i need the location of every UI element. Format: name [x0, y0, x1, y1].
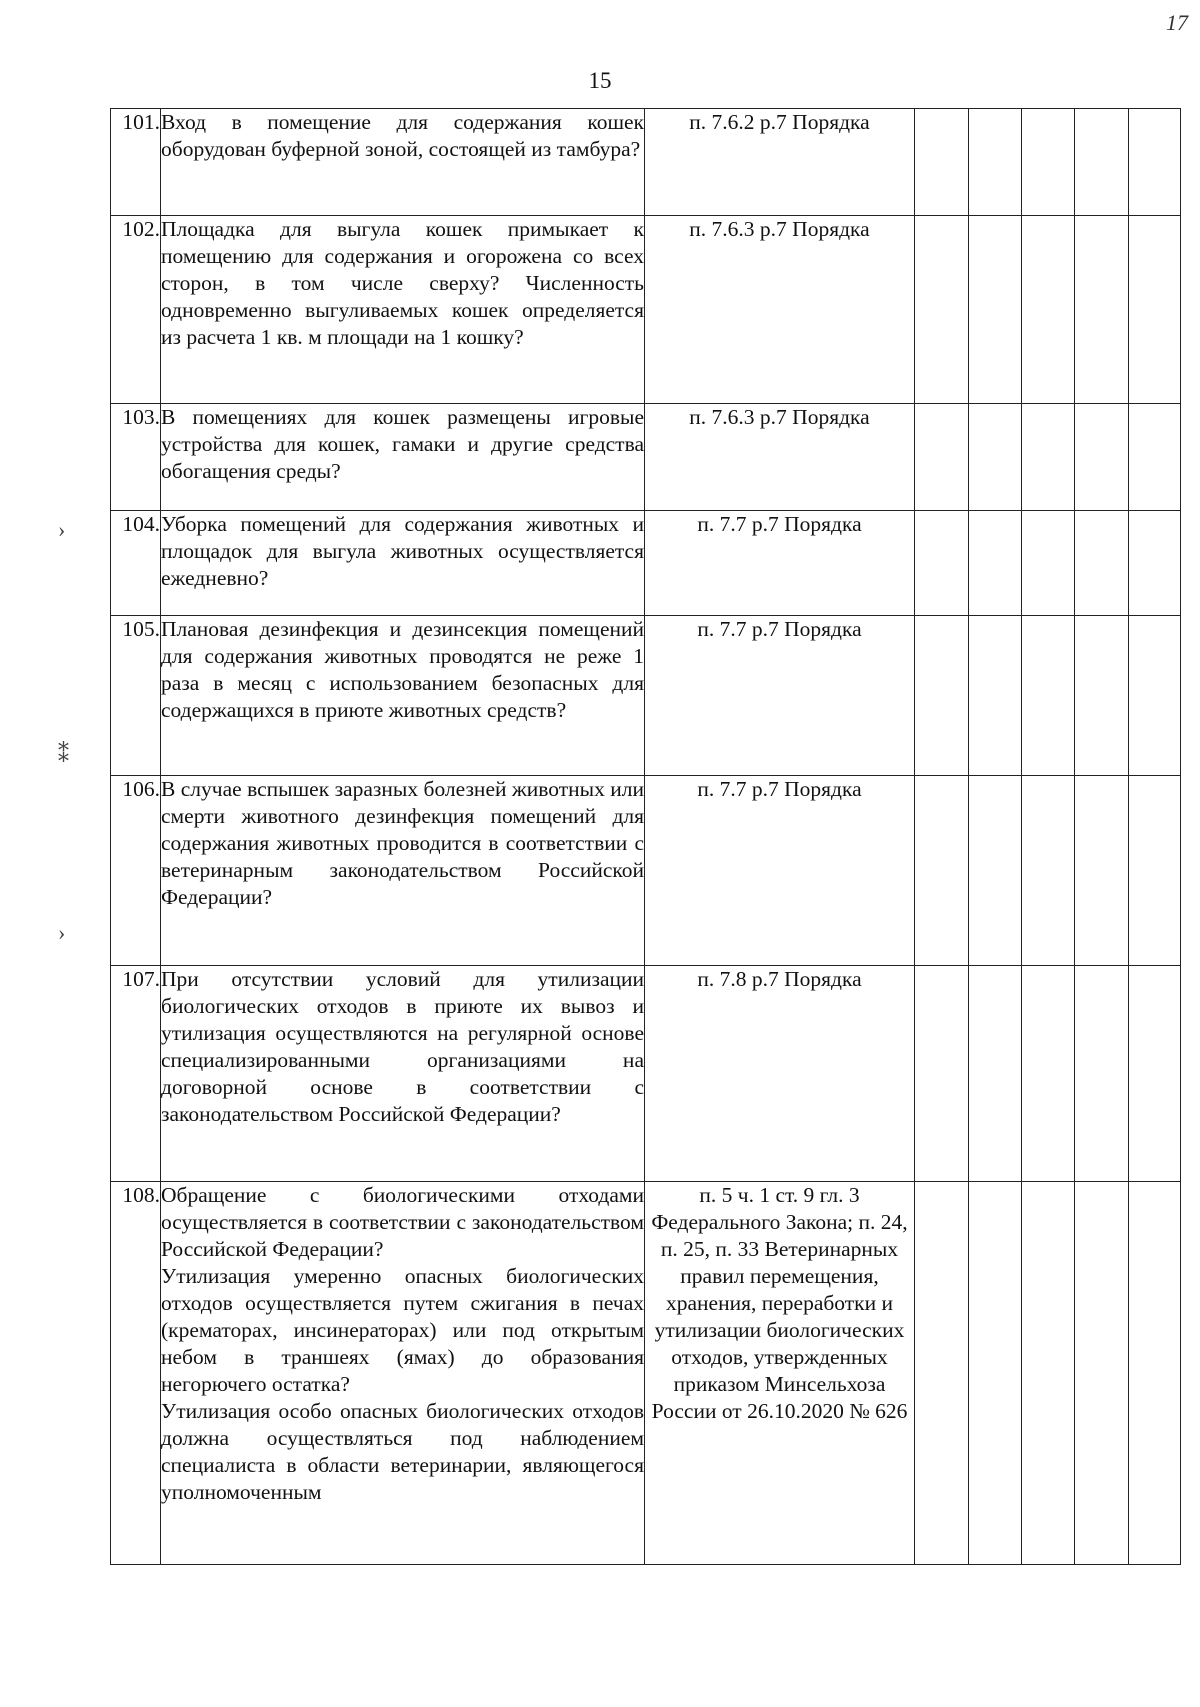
- answer-cell[interactable]: [1129, 404, 1181, 511]
- answer-cell[interactable]: [1129, 776, 1181, 966]
- table-row: [111, 511, 1181, 616]
- reference-cell: п. 7.8 р.7 Порядка: [645, 966, 915, 1182]
- corner-page-mark: 17: [1166, 10, 1188, 35]
- row-number: 102.: [111, 216, 161, 404]
- reference-cell: п. 5 ч. 1 ст. 9 гл. 3 Федерального Закона; п. 24, п. 25, п. 33 Ветеринарных правил перемещения, хранения, переработки и утилизации биологических отходов, утвержденных приказом Минсельхоза России от 26.10.2020 № 626: [645, 1182, 915, 1565]
- answer-cell[interactable]: [969, 216, 1022, 404]
- answer-cell[interactable]: [1075, 109, 1129, 216]
- question-text: Уборка помещений для содержания животных и площадок для выгула животных осуществляется ежедневно?: [161, 512, 644, 590]
- question-cell: [161, 216, 645, 404]
- answer-cell[interactable]: [1129, 216, 1181, 404]
- question-text: При отсутствии условий для утилизации биологических отходов в приюте их вывоз и утилизация осуществляются на регулярной основе специализированными организациями на договорной основе в соответствии с законодательством Российской Федерации?: [161, 967, 644, 1126]
- question-text: Утилизация особо опасных биологических отходов должна осуществляться под наблюдением специалиста в области ветеринарии, являющегося уполномоченным: [161, 1399, 644, 1504]
- page-number: 15: [588, 68, 612, 93]
- question-text: Площадка для выгула кошек примыкает к помещению для содержания и огорожена со всех сторон, в том числе сверху? Численность одновременно выгуливаемых кошек определяется из расчета 1 кв. м площади на 1 кошку?: [161, 217, 644, 349]
- row-number: 101.: [111, 109, 161, 216]
- question-text: В случае вспышек заразных болезней животных или смерти животного дезинфекция помещений для содержания животных проводится в соответствии с ветеринарным законодательством Российской Федерации?: [161, 777, 644, 909]
- answer-cell[interactable]: [1129, 616, 1181, 776]
- answer-cell[interactable]: [1075, 404, 1129, 511]
- question-text: Плановая дезинфекция и дезинсекция помещений для содержания животных проводятся не реже 1 раза в месяц с использованием безопасных для содержащихся в приюте животных средств?: [161, 617, 644, 722]
- answer-cell[interactable]: [915, 616, 969, 776]
- answer-cell[interactable]: [1129, 109, 1181, 216]
- question-cell: [161, 1182, 645, 1565]
- answer-cell[interactable]: [969, 616, 1022, 776]
- checklist-table: [110, 108, 1181, 1565]
- answer-cell[interactable]: [1075, 616, 1129, 776]
- answer-cell[interactable]: [1129, 511, 1181, 616]
- answer-cell[interactable]: [915, 1182, 969, 1565]
- answer-cell[interactable]: [1022, 966, 1075, 1182]
- row-number: 106.: [111, 776, 161, 966]
- row-number: 103.: [111, 404, 161, 511]
- answer-cell[interactable]: [915, 216, 969, 404]
- answer-cell[interactable]: [1075, 966, 1129, 1182]
- answer-cell[interactable]: [969, 1182, 1022, 1565]
- answer-cell[interactable]: [915, 966, 969, 1182]
- answer-cell[interactable]: [1022, 511, 1075, 616]
- answer-cell[interactable]: [1022, 776, 1075, 966]
- table-row: [111, 966, 1181, 1182]
- row-number: 108.: [111, 1182, 161, 1565]
- answer-cell[interactable]: [1022, 216, 1075, 404]
- reference-cell: п. 7.7 р.7 Порядка: [645, 511, 915, 616]
- answer-cell[interactable]: [969, 776, 1022, 966]
- reference-cell: п. 7.6.2 р.7 Порядка: [645, 109, 915, 216]
- answer-cell[interactable]: [1075, 511, 1129, 616]
- answer-cell[interactable]: [1075, 776, 1129, 966]
- checklist-rows: [111, 109, 1181, 1565]
- answer-cell[interactable]: [1129, 1182, 1181, 1565]
- answer-cell[interactable]: [1075, 1182, 1129, 1565]
- question-text: Утилизация умеренно опасных биологических отходов осуществляется путем сжигания в печах (крематорах, инсинераторах) или под открытым небом в траншеях (ямах) до образования негорючего остатка?: [161, 1264, 644, 1396]
- question-cell: [161, 511, 645, 616]
- answer-cell[interactable]: [1129, 966, 1181, 1182]
- margin-mark: ›: [58, 920, 66, 945]
- table-row: [111, 109, 1181, 216]
- question-cell: [161, 966, 645, 1182]
- question-text: Обращение с биологическими отходами осуществляется в соответствии с законодательством Российской Федерации?: [161, 1183, 644, 1261]
- answer-cell[interactable]: [915, 404, 969, 511]
- row-number: 107.: [111, 966, 161, 1182]
- table-row: [111, 616, 1181, 776]
- reference-cell: п. 7.7 р.7 Порядка: [645, 776, 915, 966]
- row-number: 105.: [111, 616, 161, 776]
- reference-cell: п. 7.7 р.7 Порядка: [645, 616, 915, 776]
- table-row: [111, 776, 1181, 966]
- reference-cell: п. 7.6.3 р.7 Порядка: [645, 404, 915, 511]
- row-number: 104.: [111, 511, 161, 616]
- answer-cell[interactable]: [915, 511, 969, 616]
- margin-mark: ⁑: [58, 742, 69, 767]
- answer-cell[interactable]: [969, 511, 1022, 616]
- answer-cell[interactable]: [1022, 616, 1075, 776]
- table-row: [111, 216, 1181, 404]
- table-row: [111, 1182, 1181, 1565]
- question-cell: [161, 404, 645, 511]
- answer-cell[interactable]: [1075, 216, 1129, 404]
- question-cell: [161, 616, 645, 776]
- margin-mark: ›: [58, 517, 66, 542]
- answer-cell[interactable]: [1022, 404, 1075, 511]
- answer-cell[interactable]: [915, 776, 969, 966]
- question-cell: [161, 776, 645, 966]
- reference-cell: п. 7.6.3 р.7 Порядка: [645, 216, 915, 404]
- question-text: В помещениях для кошек размещены игровые устройства для кошек, гамаки и другие средства обогащения среды?: [161, 405, 644, 483]
- answer-cell[interactable]: [969, 966, 1022, 1182]
- answer-cell[interactable]: [1022, 109, 1075, 216]
- question-text: Вход в помещение для содержания кошек оборудован буферной зоной, состоящей из тамбура?: [161, 110, 644, 161]
- question-cell: [161, 109, 645, 216]
- answer-cell[interactable]: [915, 109, 969, 216]
- table-row: [111, 404, 1181, 511]
- answer-cell[interactable]: [969, 404, 1022, 511]
- answer-cell[interactable]: [969, 109, 1022, 216]
- answer-cell[interactable]: [1022, 1182, 1075, 1565]
